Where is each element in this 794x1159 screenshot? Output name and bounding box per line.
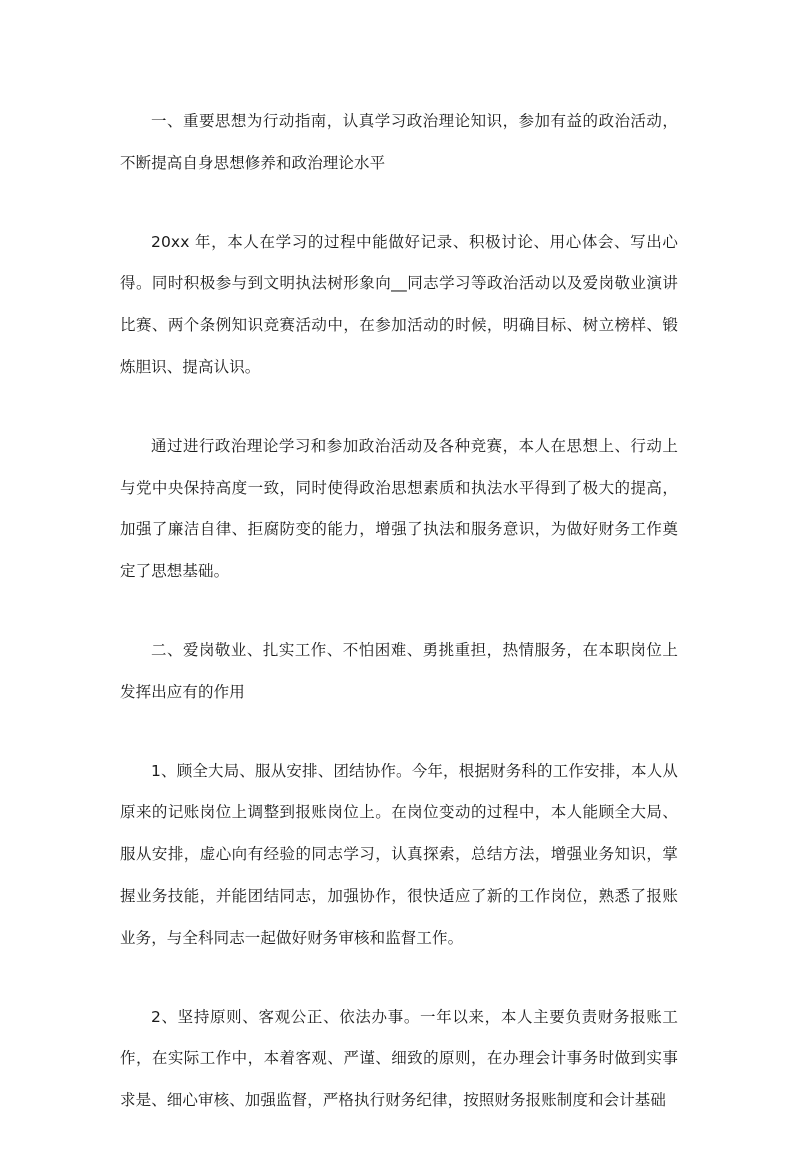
section-heading-2: 二、爱岗敬业、扎实工作、不怕困难、勇挑重担，热情服务，在本职岗位上发挥出应有的作用: [120, 640, 678, 701]
paragraph: 通过进行政治理论学习和参加政治活动及各种竞赛，本人在思想上、行动上与党中央保持高度一致，同时使得政治思想素质和执法水平得到了极大的提高，加强了廉洁自律、拒腐防变的能力，增强了执法和服务意识，为做好财务工作奠定了思想基础。: [120, 436, 678, 581]
document-body: [120, 101, 678, 1159]
paragraph: 2、坚持原则、客观公正、依法办事。一年以来，本人主要负责财务报账工作，在实际工作中，本着客观、严谨、细致的原则，在办理会计事务时做到实事求是、细心审核、加强监督，严格执行财务纪律，按照财务报账制度和会计基础: [120, 1007, 678, 1110]
section-heading-1: 一、重要思想为行动指南，认真学习政治理论知识，参加有益的政治活动，不断提高自身思想修养和政治理论水平: [120, 112, 678, 172]
paragraph: 1、顾全大局、服从安排、团结协作。今年，根据财务科的工作安排，本人从原来的记账岗位上调整到报账岗位上。在岗位变动的过程中，本人能顾全大局、服从安排，虚心向有经验的同志学习，认真探索，总结方法，增强业务知识，掌握业务技能，并能团结同志，加强协作，很快适应了新的工作岗位，熟悉了报账业务，与全科同志一起做好财务审核和监督工作。: [120, 761, 678, 947]
paragraph: 20xx 年，本人在学习的过程中能做好记录、积极讨论、用心体会、写出心得。同时积极参与到文明执法树形象向__同志学习等政治活动以及爱岗敬业演讲比赛、两个条例知识竞赛活动中，在参加活动的时候，明确目标、树立榜样、锻炼胆识、提高认识。: [120, 232, 678, 376]
